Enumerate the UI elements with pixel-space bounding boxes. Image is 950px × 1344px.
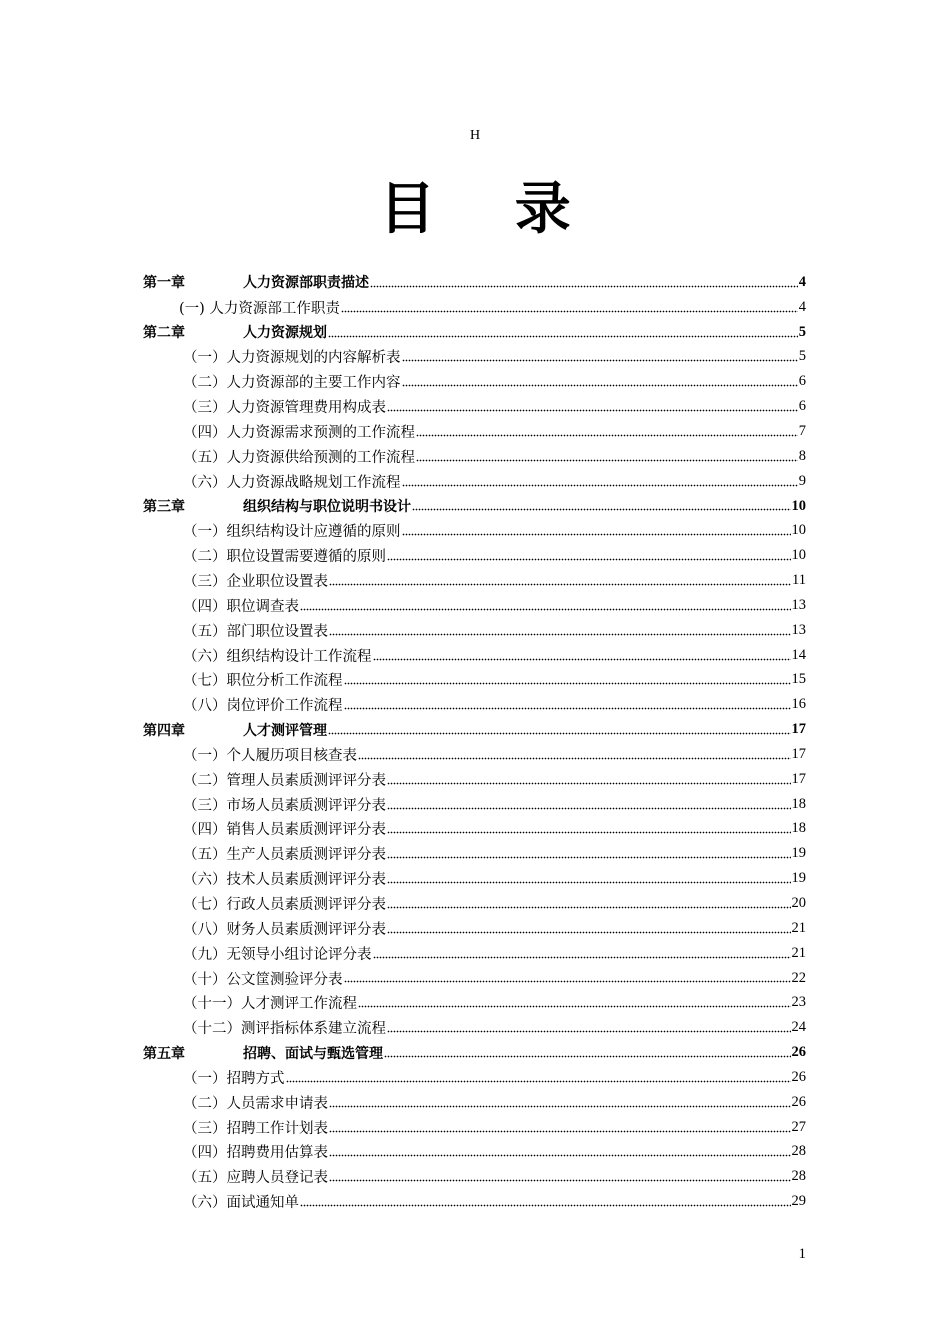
toc-page-number: 9 bbox=[798, 472, 806, 489]
toc-dot-leader bbox=[387, 402, 798, 412]
toc-dot-leader bbox=[416, 427, 798, 437]
toc-section-entry[interactable] bbox=[143, 1140, 806, 1165]
toc-entry-title: （十一）人才测评工作流程 bbox=[183, 996, 357, 1013]
toc-section-entry[interactable] bbox=[143, 742, 806, 767]
toc-section-entry[interactable] bbox=[143, 469, 806, 494]
toc-section-entry[interactable] bbox=[143, 966, 806, 991]
toc-entry-title: （二）职位设置需要遵循的原则 bbox=[183, 549, 386, 566]
toc-entry-title: （一）人力资源规划的内容解析表 bbox=[183, 350, 401, 367]
toc-entry-title: 招聘、面试与甄选管理 bbox=[243, 1045, 383, 1062]
toc-entry-title: 人力资源部职责描述 bbox=[243, 275, 369, 292]
toc-section-entry[interactable] bbox=[143, 593, 806, 618]
toc-dot-leader bbox=[402, 377, 798, 387]
toc-entry-title: （六）人力资源战略规划工作流程 bbox=[183, 474, 401, 491]
toc-page-number: 7 bbox=[798, 422, 806, 439]
toc-dot-leader bbox=[373, 949, 791, 959]
toc-section-entry[interactable] bbox=[143, 618, 806, 643]
toc-section-entry[interactable] bbox=[143, 518, 806, 543]
toc-page-number: 16 bbox=[791, 696, 806, 713]
toc-page-number: 20 bbox=[791, 895, 806, 912]
toc-dot-leader bbox=[402, 526, 791, 536]
toc-section-entry[interactable] bbox=[143, 1015, 806, 1040]
toc-page-number: 4 bbox=[798, 273, 806, 290]
toc-dot-leader bbox=[329, 1172, 791, 1182]
toc-entry-title: （八）岗位评价工作流程 bbox=[183, 698, 343, 715]
toc-entry-title: （四）销售人员素质测评评分表 bbox=[183, 822, 386, 839]
toc-dot-leader bbox=[329, 1147, 791, 1157]
toc-entry-title: （六）组织结构设计工作流程 bbox=[183, 648, 372, 665]
toc-page-number: 17 bbox=[791, 745, 806, 762]
toc-entry-title: （五）人力资源供给预测的工作流程 bbox=[183, 449, 415, 466]
toc-dot-leader bbox=[341, 303, 798, 313]
toc-page-number: 10 bbox=[791, 547, 806, 564]
toc-dot-leader bbox=[328, 328, 798, 338]
toc-chapter-entry[interactable] bbox=[143, 1040, 806, 1065]
toc-page-number: 21 bbox=[791, 944, 806, 961]
toc-page-number: 5 bbox=[798, 323, 806, 340]
toc-page-number: 10 bbox=[791, 497, 806, 514]
toc-section-entry[interactable] bbox=[143, 941, 806, 966]
toc-section-entry[interactable] bbox=[143, 1115, 806, 1140]
toc-dot-leader bbox=[344, 700, 791, 710]
toc-page-number: 6 bbox=[798, 373, 806, 390]
toc-entry-title: （一）招聘方式 bbox=[183, 1070, 285, 1087]
toc-dot-leader bbox=[387, 899, 791, 909]
toc-entry-title: （三）企业职位设置表 bbox=[183, 574, 328, 591]
toc-entry-title: 人力资源规划 bbox=[243, 325, 327, 342]
toc-page-number: 19 bbox=[791, 845, 806, 862]
toc-dot-leader bbox=[387, 800, 791, 810]
toc-dot-leader bbox=[286, 1073, 791, 1083]
toc-title: 目 录 bbox=[379, 177, 601, 242]
toc-page-number: 13 bbox=[791, 621, 806, 638]
toc-section-entry[interactable] bbox=[143, 419, 806, 444]
toc-section-entry[interactable] bbox=[143, 295, 806, 320]
toc-page-number: 15 bbox=[791, 671, 806, 688]
toc-entry-title: （四）职位调查表 bbox=[183, 598, 299, 615]
toc-page-number: 21 bbox=[791, 919, 806, 936]
toc-entry-title: (一) 人力资源部工作职责 bbox=[179, 300, 340, 317]
toc-entry-title: （二）人员需求申请表 bbox=[183, 1095, 328, 1112]
toc-entry-title: （十）公文筐测验评分表 bbox=[183, 971, 343, 988]
toc-dot-leader bbox=[329, 1123, 791, 1133]
toc-dot-leader bbox=[387, 849, 791, 859]
toc-dot-leader bbox=[387, 775, 791, 785]
toc-dot-leader bbox=[402, 477, 798, 487]
toc-section-entry[interactable] bbox=[143, 1065, 806, 1090]
toc-section-entry[interactable] bbox=[143, 1164, 806, 1189]
toc-page-number: 17 bbox=[791, 721, 806, 738]
toc-entry-title: （三）招聘工作计划表 bbox=[183, 1120, 328, 1137]
toc-chapter-number: 第四章 bbox=[143, 722, 185, 739]
toc-entry-title: （一）组织结构设计应遵循的原则 bbox=[183, 524, 401, 541]
toc-page-number: 10 bbox=[791, 522, 806, 539]
toc-entry-title: （三）人力资源管理费用构成表 bbox=[183, 400, 386, 417]
toc-section-entry[interactable] bbox=[143, 792, 806, 817]
toc-dot-leader bbox=[358, 998, 791, 1008]
toc-dot-leader bbox=[329, 576, 791, 586]
toc-chapter-entry[interactable] bbox=[143, 717, 806, 742]
toc-chapter-number: 第一章 bbox=[143, 275, 185, 292]
toc-section-entry[interactable] bbox=[143, 543, 806, 568]
toc-entry-title: （四）人力资源需求预测的工作流程 bbox=[183, 424, 415, 441]
toc-page-number: 11 bbox=[792, 572, 806, 589]
toc-dot-leader bbox=[358, 750, 791, 760]
toc-section-entry[interactable] bbox=[143, 568, 806, 593]
toc-entry-title: （二）管理人员素质测评评分表 bbox=[183, 772, 386, 789]
toc-entry-title: （六）技术人员素质测评评分表 bbox=[183, 872, 386, 889]
toc-entry-title: （七）职位分析工作流程 bbox=[183, 673, 343, 690]
toc-section-entry[interactable] bbox=[143, 891, 806, 916]
toc-page-number: 4 bbox=[798, 298, 806, 315]
toc-section-entry[interactable] bbox=[143, 668, 806, 693]
toc-section-entry[interactable] bbox=[143, 369, 806, 394]
toc-dot-leader bbox=[328, 725, 791, 735]
toc-entry-title: 组织结构与职位说明书设计 bbox=[243, 499, 411, 516]
toc-dot-leader bbox=[329, 626, 791, 636]
toc-entry-title: （九）无领导小组讨论评分表 bbox=[183, 946, 372, 963]
toc-section-entry[interactable] bbox=[143, 767, 806, 792]
toc-page-number: 22 bbox=[791, 969, 806, 986]
toc-entry-title: （十二）测评指标体系建立流程 bbox=[183, 1021, 386, 1038]
toc-entry-title: （五）应聘人员登记表 bbox=[183, 1170, 328, 1187]
toc-page-number: 23 bbox=[791, 994, 806, 1011]
header-mark: H bbox=[469, 128, 481, 143]
toc-section-entry[interactable] bbox=[143, 841, 806, 866]
toc-section-entry[interactable] bbox=[143, 1189, 806, 1214]
toc-section-entry[interactable] bbox=[143, 643, 806, 668]
toc-page-number: 6 bbox=[798, 398, 806, 415]
toc-page-number: 18 bbox=[791, 820, 806, 837]
toc-section-entry[interactable] bbox=[143, 1090, 806, 1115]
toc-entry-title: （六）面试通知单 bbox=[183, 1195, 299, 1212]
table-of-contents bbox=[143, 270, 806, 1214]
toc-chapter-number: 第二章 bbox=[143, 325, 185, 342]
footer-page-number: 1 bbox=[798, 1246, 806, 1262]
toc-chapter-entry[interactable] bbox=[143, 270, 806, 295]
toc-dot-leader bbox=[402, 352, 798, 362]
toc-dot-leader bbox=[387, 824, 791, 834]
toc-section-entry[interactable] bbox=[143, 916, 806, 941]
toc-entry-title: （七）行政人员素质测评评分表 bbox=[183, 897, 386, 914]
toc-section-entry[interactable] bbox=[143, 990, 806, 1015]
toc-page-number: 29 bbox=[791, 1193, 806, 1210]
toc-dot-leader bbox=[387, 874, 791, 884]
toc-page-number: 17 bbox=[791, 770, 806, 787]
toc-entry-title: （一）个人履历项目核查表 bbox=[183, 747, 357, 764]
toc-chapter-entry[interactable] bbox=[143, 494, 806, 519]
toc-page-number: 26 bbox=[791, 1044, 806, 1061]
toc-page-number: 24 bbox=[791, 1019, 806, 1036]
toc-dot-leader bbox=[300, 1197, 791, 1207]
toc-dot-leader bbox=[370, 278, 798, 288]
toc-entry-title: （四）招聘费用估算表 bbox=[183, 1145, 328, 1162]
toc-entry-title: 人才测评管理 bbox=[243, 722, 327, 739]
toc-section-entry[interactable] bbox=[143, 866, 806, 891]
toc-section-entry[interactable] bbox=[143, 345, 806, 370]
toc-dot-leader bbox=[412, 501, 791, 511]
toc-chapter-number: 第五章 bbox=[143, 1045, 185, 1062]
toc-entry-title: （五）部门职位设置表 bbox=[183, 623, 328, 640]
toc-page-number: 26 bbox=[791, 1093, 806, 1110]
toc-page-number: 8 bbox=[798, 447, 806, 464]
toc-page-number: 5 bbox=[798, 348, 806, 365]
toc-dot-leader bbox=[387, 551, 791, 561]
toc-entry-title: （三）市场人员素质测评评分表 bbox=[183, 797, 386, 814]
toc-section-entry[interactable] bbox=[143, 394, 806, 419]
toc-dot-leader bbox=[344, 675, 791, 685]
toc-page-number: 18 bbox=[791, 795, 806, 812]
toc-section-entry[interactable] bbox=[143, 692, 806, 717]
toc-section-entry[interactable] bbox=[143, 444, 806, 469]
toc-chapter-entry[interactable] bbox=[143, 320, 806, 345]
toc-page-number: 27 bbox=[791, 1118, 806, 1135]
toc-dot-leader bbox=[344, 973, 791, 983]
toc-page-number: 28 bbox=[791, 1143, 806, 1160]
toc-page-number: 19 bbox=[791, 870, 806, 887]
toc-section-entry[interactable] bbox=[143, 817, 806, 842]
toc-entry-title: （八）财务人员素质测评评分表 bbox=[183, 921, 386, 938]
toc-page-number: 13 bbox=[791, 596, 806, 613]
toc-page-number: 26 bbox=[791, 1068, 806, 1085]
toc-dot-leader bbox=[329, 1098, 791, 1108]
toc-dot-leader bbox=[387, 924, 791, 934]
toc-dot-leader bbox=[387, 1023, 791, 1033]
toc-chapter-number: 第三章 bbox=[143, 499, 185, 516]
toc-page-number: 14 bbox=[791, 646, 806, 663]
toc-dot-leader bbox=[373, 651, 791, 661]
toc-dot-leader bbox=[384, 1048, 791, 1058]
toc-dot-leader bbox=[300, 601, 791, 611]
toc-dot-leader bbox=[416, 452, 798, 462]
toc-entry-title: （二）人力资源部的主要工作内容 bbox=[183, 375, 401, 392]
toc-entry-title: （五）生产人员素质测评评分表 bbox=[183, 847, 386, 864]
toc-page-number: 28 bbox=[791, 1168, 806, 1185]
